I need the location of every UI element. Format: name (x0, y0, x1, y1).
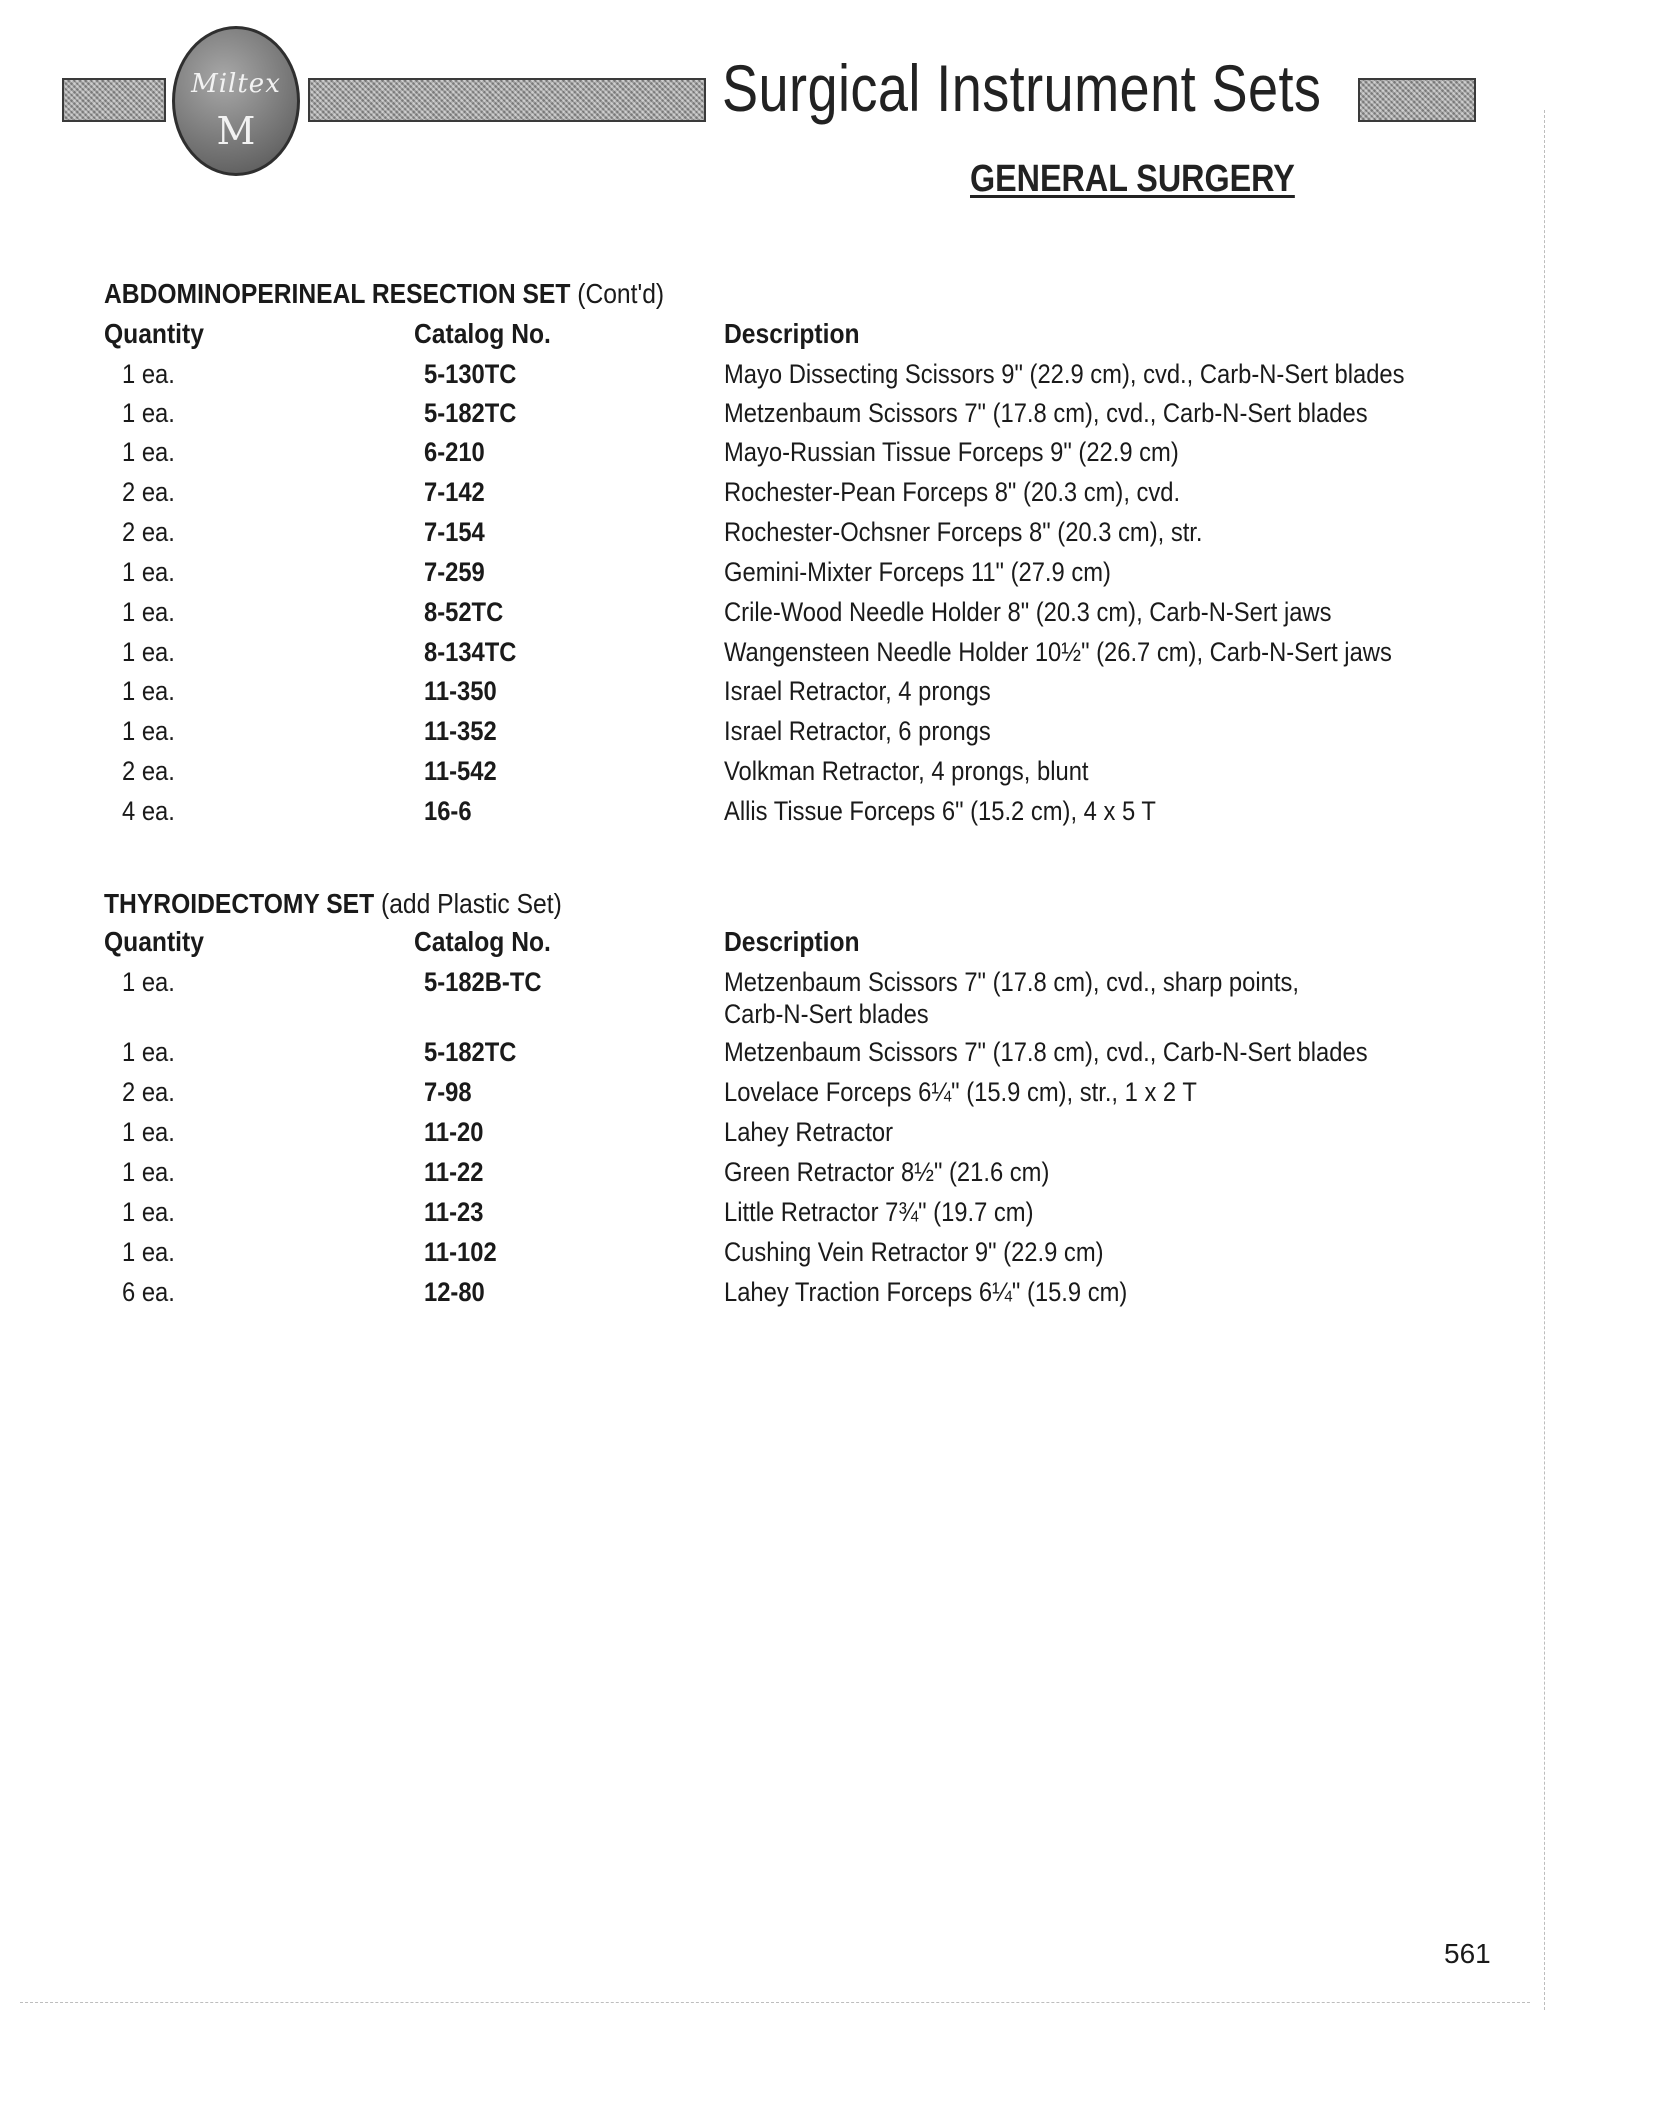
description-cell: Lovelace Forceps 6¼" (15.9 cm), str., 1 x 2 T (724, 1077, 1197, 1107)
catalog-number-cell: 11-20 (424, 1117, 484, 1147)
column-header-catalog: Catalog No. (414, 318, 551, 349)
description-cell: Volkman Retractor, 4 prongs, blunt (724, 756, 1089, 786)
quantity-cell: 1 ea. (122, 597, 175, 627)
catalog-number-cell: 12-80 (424, 1277, 485, 1307)
description-cell: Lahey Traction Forceps 6¼" (15.9 cm) (724, 1277, 1128, 1307)
description-cell: Israel Retractor, 6 prongs (724, 716, 991, 746)
scan-edge-bottom (20, 2002, 1530, 2004)
column-header-description: Description (724, 926, 860, 957)
set-title-abdominoperineal (104, 278, 664, 310)
quantity-cell: 1 ea. (122, 967, 175, 997)
description-cell: Allis Tissue Forceps 6" (15.2 cm), 4 x 5 T (724, 796, 1156, 826)
set-title-thyroidectomy (104, 888, 562, 920)
quantity-cell: 1 ea. (122, 716, 175, 746)
catalog-number-cell: 11-22 (424, 1157, 484, 1187)
quantity-cell: 1 ea. (122, 398, 175, 428)
column-header-description: Description (724, 318, 860, 349)
quantity-cell: 1 ea. (122, 676, 175, 706)
quantity-cell: 1 ea. (122, 437, 175, 467)
description-cell: Israel Retractor, 4 prongs (724, 676, 991, 706)
catalog-number-cell: 11-352 (424, 716, 497, 746)
catalog-number-cell: 11-350 (424, 676, 497, 706)
header-band-left (62, 78, 166, 122)
quantity-cell: 1 ea. (122, 1157, 175, 1187)
column-header-quantity: Quantity (104, 926, 204, 957)
description-cell: Green Retractor 8½" (21.6 cm) (724, 1157, 1050, 1187)
set-note: (Cont'd) (577, 278, 665, 309)
set-name: ABDOMINOPERINEAL RESECTION SET (104, 278, 571, 309)
description-cell: Metzenbaum Scissors 7" (17.8 cm), cvd., Carb-N-Sert blades (724, 1037, 1368, 1067)
catalog-number-cell: 16-6 (424, 796, 472, 826)
description-cell: Mayo-Russian Tissue Forceps 9" (22.9 cm) (724, 437, 1179, 467)
header-band-right (1358, 78, 1476, 122)
catalog-number-cell: 5-130TC (424, 359, 517, 389)
quantity-cell: 2 ea. (122, 1077, 175, 1107)
description-cell-line2: Carb-N-Sert blades (724, 999, 929, 1029)
description-cell: Rochester-Ochsner Forceps 8" (20.3 cm), str. (724, 517, 1203, 547)
quantity-cell: 1 ea. (122, 1197, 175, 1227)
description-cell: Rochester-Pean Forceps 8" (20.3 cm), cvd. (724, 477, 1181, 507)
catalog-number-cell: 8-52TC (424, 597, 504, 627)
description-cell: Lahey Retractor (724, 1117, 894, 1147)
quantity-cell: 2 ea. (122, 517, 175, 547)
quantity-cell: 6 ea. (122, 1277, 175, 1307)
description-cell: Little Retractor 7¾" (19.7 cm) (724, 1197, 1034, 1227)
quantity-cell: 2 ea. (122, 477, 175, 507)
catalog-number-cell: 8-134TC (424, 637, 517, 667)
logo-monogram: M (216, 109, 256, 153)
page-title: Surgical Instrument Sets (722, 51, 1322, 125)
catalog-number-cell: 6-210 (424, 437, 485, 467)
column-header-catalog: Catalog No. (414, 926, 551, 957)
quantity-cell: 1 ea. (122, 359, 175, 389)
description-cell: Mayo Dissecting Scissors 9" (22.9 cm), cvd., Carb-N-Sert blades (724, 359, 1405, 389)
page-number: 561 (1444, 1938, 1491, 1969)
catalog-number-cell: 5-182B-TC (424, 967, 542, 997)
scan-edge-right (1544, 110, 1546, 2010)
catalog-number-cell: 11-23 (424, 1197, 484, 1227)
column-header-quantity: Quantity (104, 318, 204, 349)
quantity-cell: 1 ea. (122, 637, 175, 667)
logo-script-text: Miltex (191, 69, 281, 99)
catalog-number-cell: 5-182TC (424, 1037, 517, 1067)
catalog-number-cell: 7-259 (424, 557, 485, 587)
miltex-logo (172, 26, 300, 176)
catalog-number-cell: 5-182TC (424, 398, 517, 428)
quantity-cell: 4 ea. (122, 796, 175, 826)
catalog-number-cell: 7-142 (424, 477, 485, 507)
quantity-cell: 1 ea. (122, 1037, 175, 1067)
set-name: THYROIDECTOMY SET (104, 888, 375, 919)
section-title: GENERAL SURGERY (970, 158, 1295, 200)
description-cell: Metzenbaum Scissors 7" (17.8 cm), cvd., sharp points, (724, 967, 1299, 997)
description-cell: Cushing Vein Retractor 9" (22.9 cm) (724, 1237, 1104, 1267)
catalog-number-cell: 11-542 (424, 756, 497, 786)
quantity-cell: 1 ea. (122, 1237, 175, 1267)
description-cell: Gemini-Mixter Forceps 11" (27.9 cm) (724, 557, 1111, 587)
catalog-number-cell: 7-98 (424, 1077, 472, 1107)
quantity-cell: 1 ea. (122, 557, 175, 587)
header-band-middle (308, 78, 706, 122)
catalog-number-cell: 7-154 (424, 517, 485, 547)
description-cell: Wangensteen Needle Holder 10½" (26.7 cm), Carb-N-Sert jaws (724, 637, 1392, 667)
set-note: (add Plastic Set) (381, 888, 562, 919)
quantity-cell: 2 ea. (122, 756, 175, 786)
quantity-cell: 1 ea. (122, 1117, 175, 1147)
catalog-number-cell: 11-102 (424, 1237, 497, 1267)
description-cell: Crile-Wood Needle Holder 8" (20.3 cm), Carb-N-Sert jaws (724, 597, 1332, 627)
description-cell: Metzenbaum Scissors 7" (17.8 cm), cvd., Carb-N-Sert blades (724, 398, 1368, 428)
